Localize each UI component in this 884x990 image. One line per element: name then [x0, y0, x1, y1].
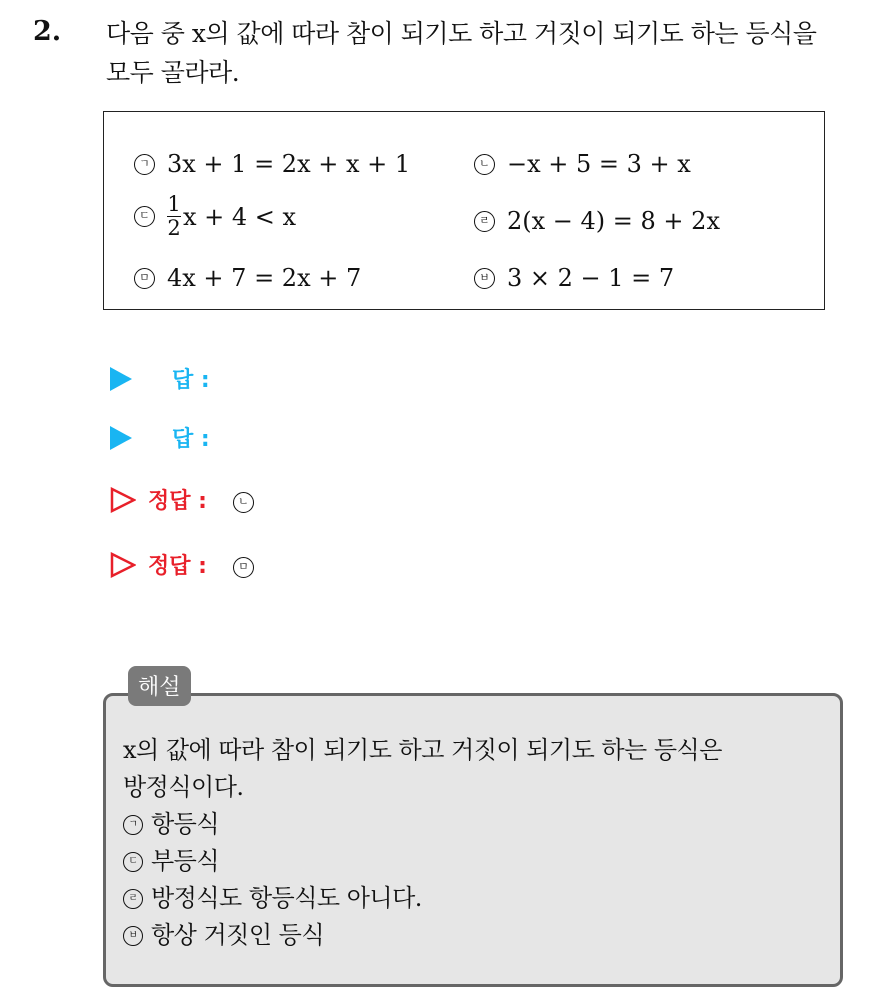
solution-marker: ㅂ — [123, 926, 143, 946]
answer-row-2 — [110, 422, 210, 453]
solution-item — [123, 917, 833, 954]
correct-answer-row-2 — [110, 549, 254, 580]
play-triangle-icon — [110, 367, 132, 391]
question-line-2: 모두 골라라. — [106, 58, 240, 87]
answer-label: 답 : — [172, 368, 210, 393]
solution-tag: 해설 — [128, 666, 191, 706]
option-expression: 3 × 2 − 1 = 7 — [507, 264, 675, 292]
correct-answer-row-1 — [110, 484, 254, 515]
option-marker: ㄴ — [474, 154, 495, 175]
solution-item — [123, 843, 833, 880]
option-1 — [134, 150, 410, 178]
option-expression: 3x + 1 = 2x + x + 1 — [167, 150, 411, 178]
option-expression: x + 4 < x — [183, 202, 297, 231]
option-marker: ㅂ — [474, 268, 495, 289]
option-marker: ㄷ — [134, 206, 155, 227]
solution-item-text: 항상 거짓인 등식 — [151, 921, 325, 949]
solution-marker: ㄹ — [123, 889, 143, 909]
answer-label: 답 : — [172, 427, 210, 452]
fraction-denominator: 2 — [167, 216, 181, 240]
solution-item-text: 항등식 — [151, 810, 220, 838]
solution-text — [123, 732, 833, 954]
question-number: 2. — [33, 16, 62, 47]
solution-marker: ㄱ — [123, 815, 143, 835]
correct-answer-label: 정답 : — [148, 489, 207, 514]
solution-item-text: 방정식도 항등식도 아니다. — [151, 884, 422, 912]
answer-row-1 — [110, 363, 210, 394]
option-2 — [474, 150, 691, 178]
solution-item — [123, 806, 833, 843]
solution-item-text: 부등식 — [151, 847, 220, 875]
option-marker: ㄱ — [134, 154, 155, 175]
solution-line-2: 방정식이다. — [123, 773, 244, 801]
question-text — [106, 14, 876, 92]
outline-triangle-icon — [110, 552, 136, 578]
option-3 — [134, 193, 296, 240]
option-4 — [474, 207, 720, 235]
solution-marker: ㄷ — [123, 852, 143, 872]
option-5 — [134, 264, 361, 292]
question-line-1: 다음 중 x의 값에 따라 참이 되기도 하고 거짓이 되기도 하는 등식을 — [106, 19, 817, 48]
correct-answer-value — [233, 551, 254, 578]
play-triangle-icon — [110, 426, 132, 450]
option-expression: −x + 5 = 3 + x — [507, 150, 691, 178]
answer-marker: ㅁ — [233, 557, 254, 578]
fraction-numerator: 1 — [167, 192, 181, 216]
outline-triangle-icon — [110, 487, 136, 513]
answer-marker: ㄴ — [233, 492, 254, 513]
option-6 — [474, 264, 674, 292]
option-expression: 4x + 7 = 2x + 7 — [167, 264, 362, 292]
option-marker: ㄹ — [474, 211, 495, 232]
option-expression: 2(x − 4) = 8 + 2x — [507, 207, 720, 235]
solution-line-1: x의 값에 따라 참이 되기도 하고 거짓이 되기도 하는 등식은 — [123, 736, 722, 764]
solution-item — [123, 880, 833, 917]
fraction — [167, 193, 181, 240]
correct-answer-label: 정답 : — [148, 554, 207, 579]
option-marker: ㅁ — [134, 268, 155, 289]
correct-answer-value — [233, 486, 254, 513]
